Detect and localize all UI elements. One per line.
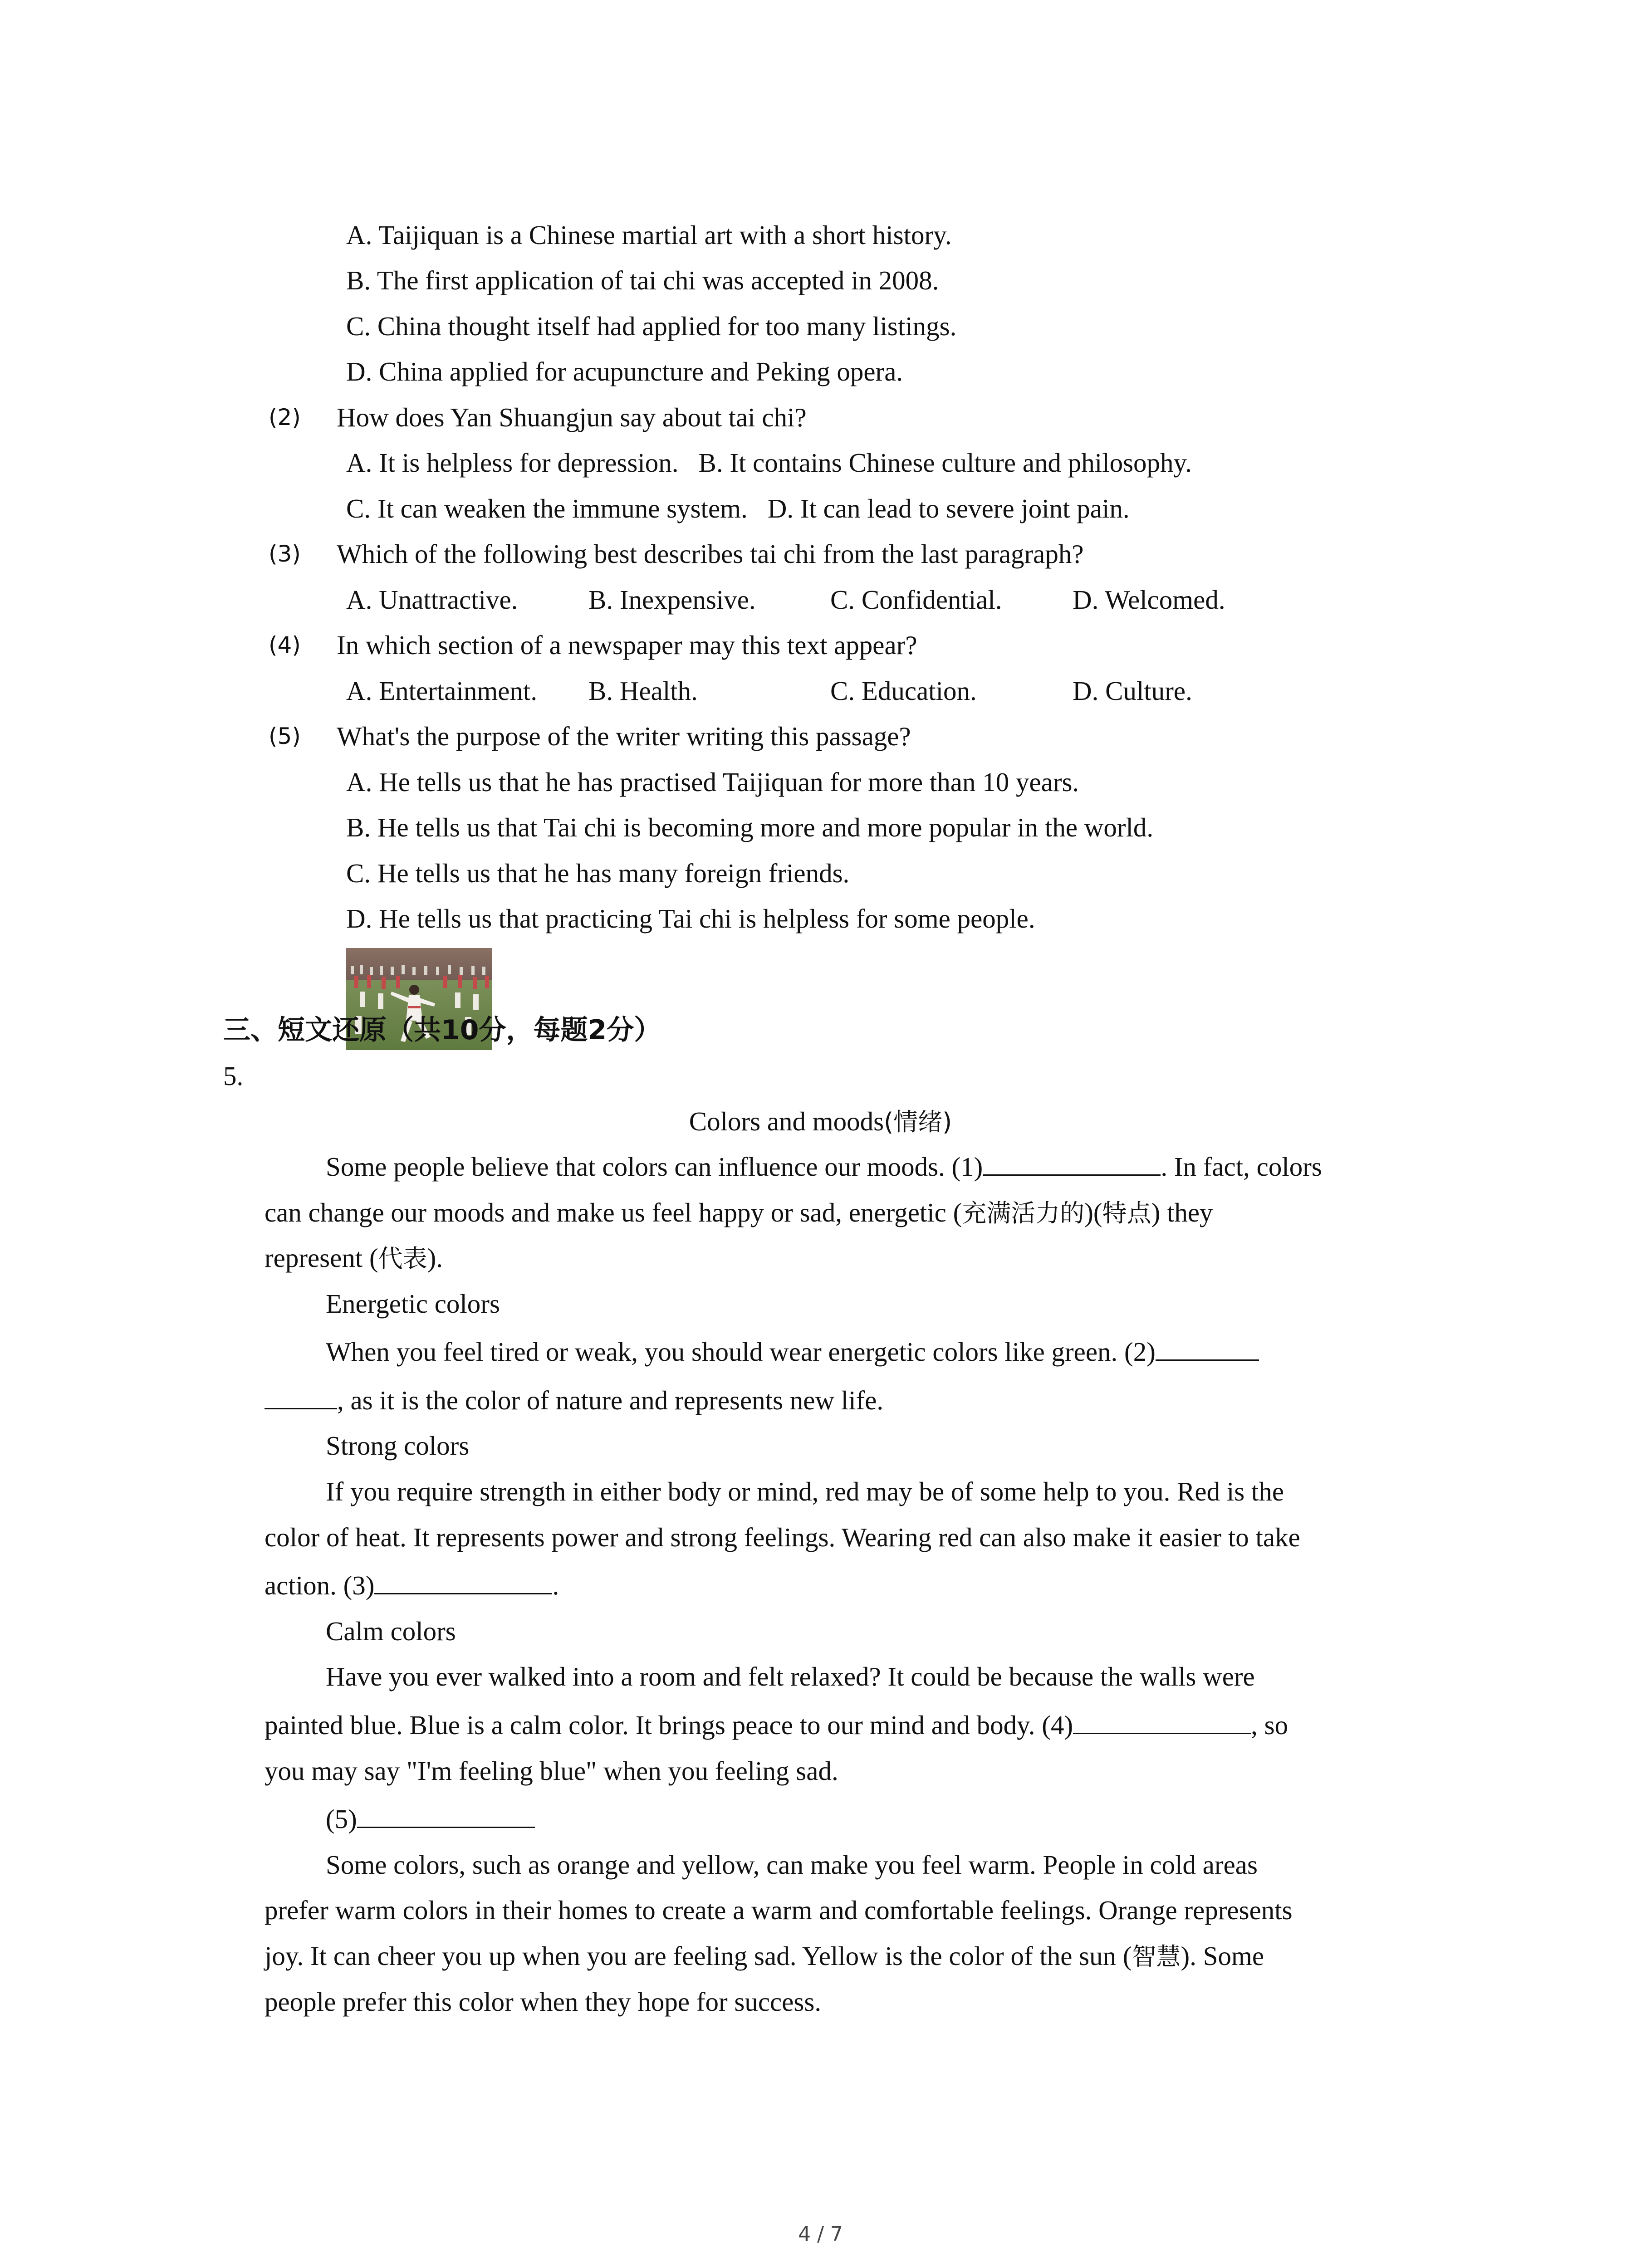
question-text: In which section of a newspaper may this text appear? [337, 630, 917, 660]
answer-blank-2[interactable] [1156, 1336, 1259, 1361]
q3-option-b: B. Inexpensive. [588, 585, 756, 615]
q1-option-a: A. Taijiquan is a Chinese martial art with a short history. [346, 220, 952, 250]
q5-option-c: C. He tells us that he has many foreign friends. [346, 858, 850, 888]
q5-option-b: B. He tells us that Tai chi is becoming more and more popular in the world. [346, 812, 1154, 842]
title-chinese: (情绪) [884, 1108, 952, 1136]
answer-blank-2-cont[interactable] [265, 1384, 337, 1409]
passage-line: color of heat. It represents power and strong feelings. Wearing red can also make it easier to take [265, 1522, 1300, 1552]
passage-line: prefer warm colors in their homes to create a warm and comfortable feelings. Orange represents [265, 1895, 1293, 1925]
q2-option-a: A. It is helpless for depression. [346, 448, 679, 478]
q3-option-c: C. Confidential. [830, 585, 1002, 615]
q4-option-a: A. Entertainment. [346, 676, 538, 706]
answer-blank-1[interactable] [983, 1151, 1161, 1176]
passage-line: painted blue. Blue is a calm color. It brings peace to our mind and body. (4) , so [265, 1710, 1288, 1740]
passage-line: (5) [326, 1803, 535, 1835]
passage-line: When you feel tired or weak, you should wear energetic colors like green. (2) [326, 1336, 1259, 1368]
subheading-energetic: Energetic colors [326, 1289, 500, 1319]
q3-option-d: D. Welcomed. [1073, 585, 1225, 615]
question-number: (4) [269, 632, 301, 658]
q1-option-c: C. China thought itself had applied for too many listings. [346, 311, 957, 341]
passage-line: Some people believe that colors can influence our moods. (1) . In fact, colors [326, 1152, 1322, 1182]
section-heading: 三、短文还原（共10分，每题2分） [223, 1014, 661, 1046]
q5-option-d: D. He tells us that practicing Tai chi is helpless for some people. [346, 904, 1035, 934]
q1-option-b: B. The first application of tai chi was accepted in 2008. [346, 265, 939, 295]
q4-option-b: B. Health. [588, 676, 698, 706]
question-text: Which of the following best describes tai chi from the last paragraph? [337, 539, 1084, 569]
q2-option-d: D. It can lead to severe joint pain. [767, 494, 1130, 523]
q1-option-d: D. China applied for acupuncture and Peking opera. [346, 357, 903, 386]
passage-line: Have you ever walked into a room and felt relaxed? It could be because the walls were [326, 1662, 1255, 1691]
q5-option-a: A. He tells us that he has practised Taijiquan for more than 10 years. [346, 767, 1079, 797]
question-number: (2) [269, 404, 301, 430]
passage-line: joy. It can cheer you up when you are feeling sad. Yellow is the color of the sun (智慧). Some [265, 1941, 1264, 1971]
option-row [346, 493, 1130, 524]
question-number: (3) [269, 541, 301, 567]
question-number: (5) [269, 723, 301, 749]
title-english: Colors and moods [689, 1106, 884, 1136]
passage-line: people prefer this color when they hope for success. [265, 1987, 822, 2017]
page-number: 4 / 7 [798, 2223, 843, 2246]
passage-line: , as it is the color of nature and represents new life. [265, 1384, 883, 1416]
question-text: How does Yan Shuangjun say about tai chi? [337, 402, 807, 432]
answer-blank-4[interactable] [1073, 1709, 1251, 1734]
question-number: 5. [223, 1061, 244, 1091]
passage-line: Some colors, such as orange and yellow, can make you feel warm. People in cold areas [326, 1850, 1258, 1880]
passage-line: If you require strength in either body or mind, red may be of some help to you. Red is the [326, 1476, 1284, 1506]
answer-blank-3[interactable] [374, 1569, 552, 1594]
q2-option-c: C. It can weaken the immune system. [346, 494, 748, 523]
passage-line: can change our moods and make us feel happy or sad, energetic (充满活力的)(特点) they [265, 1198, 1213, 1227]
q3-option-a: A. Unattractive. [346, 585, 518, 615]
subheading-calm: Calm colors [326, 1616, 456, 1646]
q4-option-c: C. Education. [830, 676, 977, 706]
passage-line: represent (代表). [265, 1243, 443, 1273]
passage-line: you may say "I'm feeling blue" when you feeling sad. [265, 1756, 838, 1786]
option-row [346, 447, 1192, 479]
question-text: What's the purpose of the writer writing this passage? [337, 721, 911, 751]
q2-option-b: B. It contains Chinese culture and philosophy. [698, 448, 1192, 478]
answer-blank-5[interactable] [357, 1803, 535, 1828]
passage-line: action. (3) . [265, 1570, 559, 1600]
subheading-strong: Strong colors [326, 1431, 470, 1461]
passage-title [0, 1105, 1641, 1138]
q4-option-d: D. Culture. [1073, 676, 1192, 706]
